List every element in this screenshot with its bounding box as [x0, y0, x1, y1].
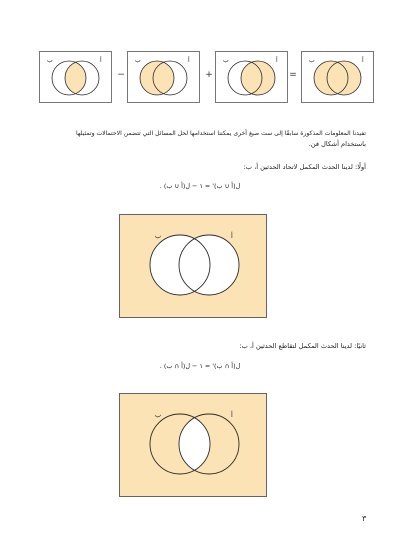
venn-union-diagram — [301, 51, 374, 103]
section1-formula: ل(أ ∪ ب)' = ١ − ل(أ ∪ ب) . — [159, 182, 241, 190]
venn-b-diagram — [127, 51, 200, 103]
label-b: ب — [223, 57, 229, 64]
venn-a-diagram — [215, 51, 288, 103]
label-a: أ — [362, 57, 364, 64]
plus-operator: + — [205, 70, 213, 80]
label-b: ب — [309, 57, 315, 64]
minus-operator: − — [117, 70, 125, 80]
label-a: أ — [100, 57, 102, 64]
label-b: ب — [155, 232, 162, 240]
section2-heading: ثانيًا: لدينا الحدث المكمل لتقاطع الحدثين أ، ب: — [239, 342, 366, 350]
label-a: أ — [276, 57, 278, 64]
label-b: ب — [155, 411, 162, 419]
venn-equation-row — [0, 0, 400, 110]
label-b: ب — [135, 57, 141, 64]
section2-formula: ل(أ ∩ ب)' = ١ − ل(أ ∩ ب) . — [159, 362, 241, 370]
label-a: أ — [231, 411, 233, 419]
equals-operator: = — [289, 70, 297, 80]
intro-paragraph — [38, 128, 366, 150]
intro-line-2: باستخدام أشكال فن. — [308, 140, 366, 148]
intro-line-1: تفيدنا المعلومات المذكورة سابقًا إلى ست صيغ أخرى يمكننا استخدامها لحل المسائل التي تتضمن الاحتمالات وتمثيلها — [75, 130, 366, 137]
section1-heading: أولًا: لدينا الحدث المكمل لاتحاد الحدثين أ، ب: — [243, 163, 366, 171]
label-b: ب — [47, 57, 53, 64]
venn-union-complement-diagram — [119, 214, 267, 318]
page-number: ٣ — [362, 514, 367, 523]
label-a: أ — [231, 232, 233, 240]
label-a: أ — [188, 57, 190, 64]
venn-intersection-diagram — [39, 51, 112, 103]
venn-intersection-complement-diagram — [119, 393, 267, 497]
